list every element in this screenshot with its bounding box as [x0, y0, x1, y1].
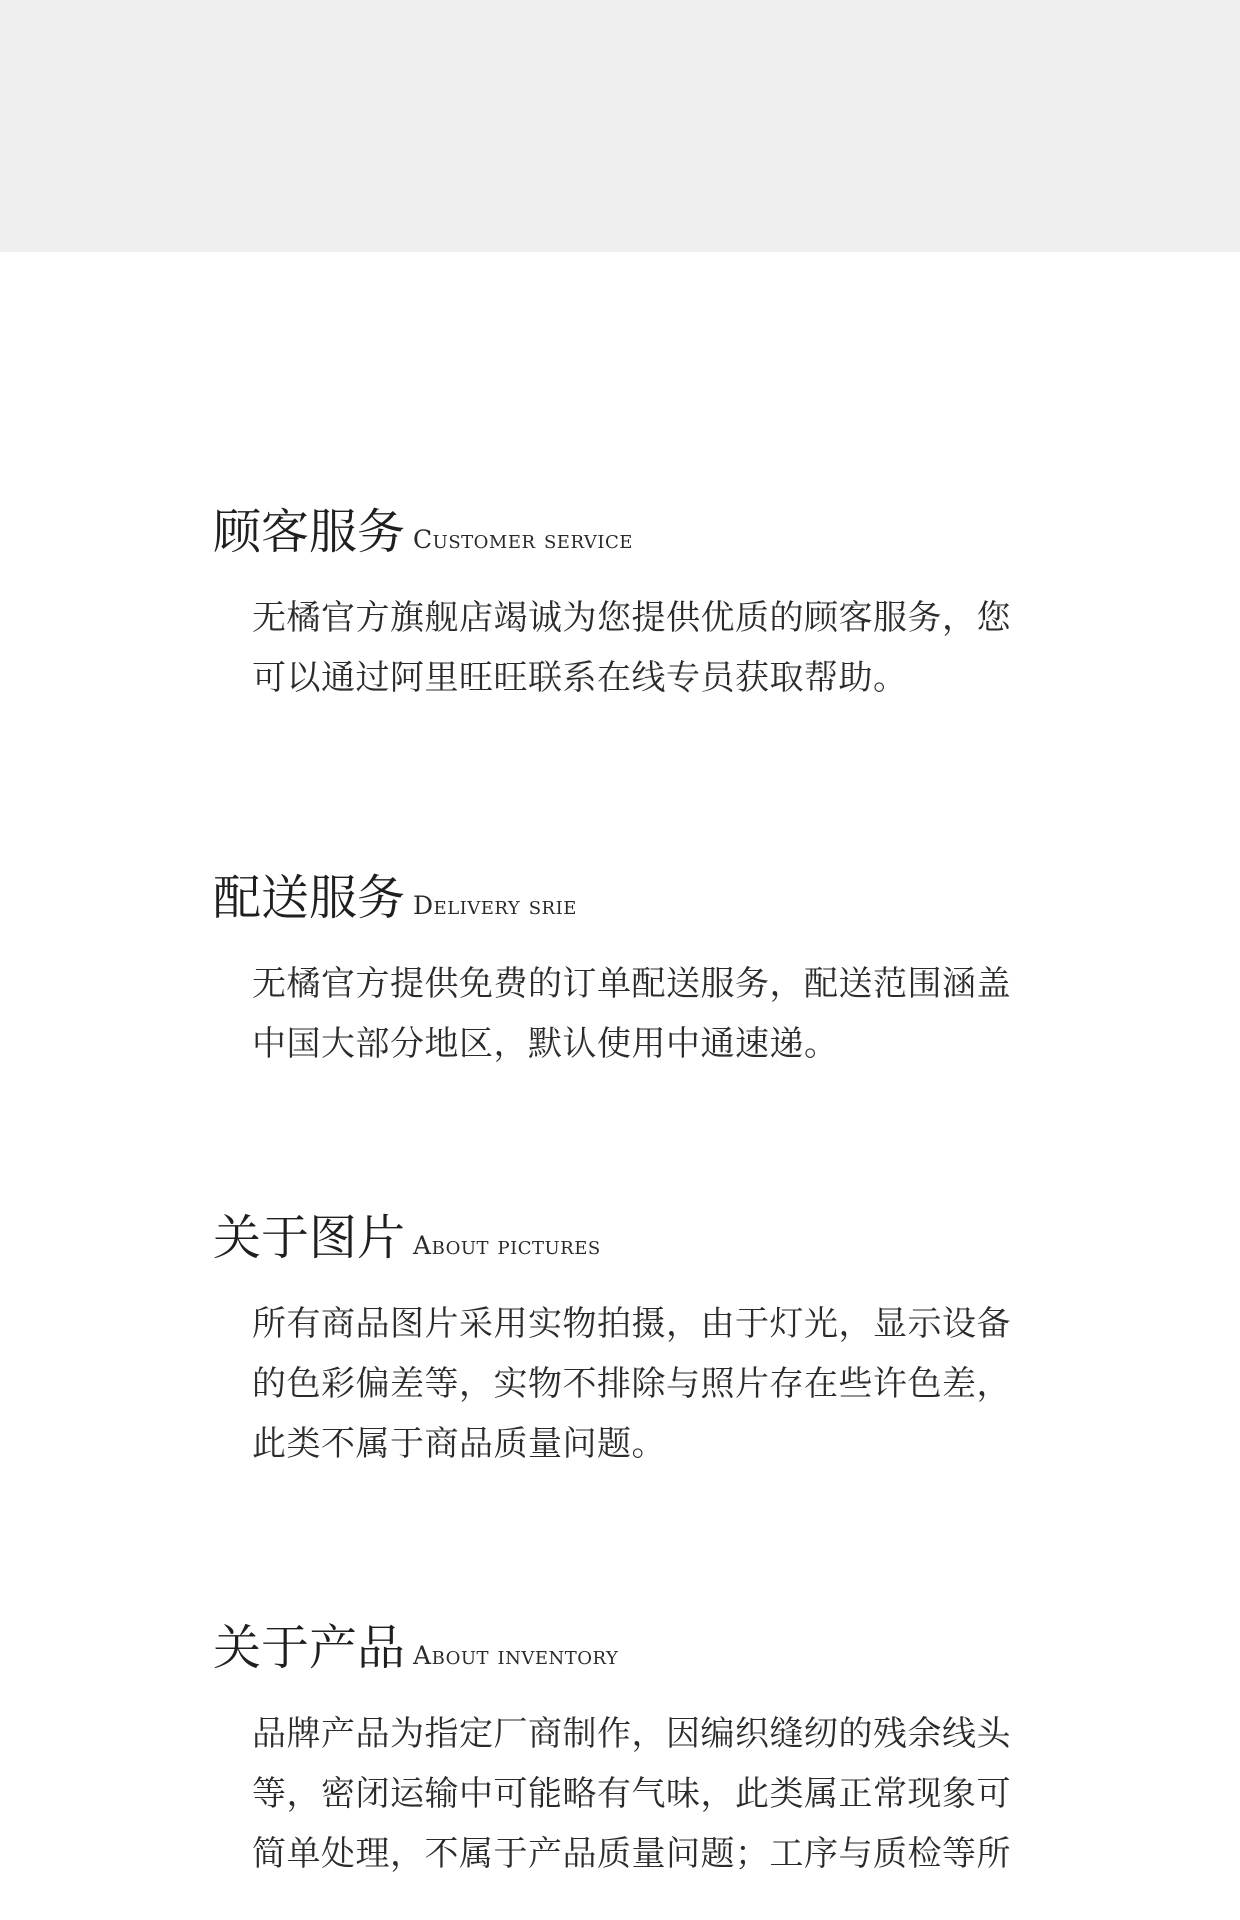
heading-english: Delivery srie — [413, 891, 577, 920]
section-heading — [213, 504, 633, 560]
section-heading — [213, 1210, 601, 1266]
heading-chinese: 配送服务 — [213, 870, 406, 926]
section-body: 所有商品图片采用实物拍摄，由于灯光，显示设备的色彩偏差等，实物不排除与照片存在些许色差，此类不属于商品质量问题。 — [252, 1304, 1011, 1464]
section-body: 品牌产品为指定厂商制作，因编织缝纫的残余线头等，密闭运输中可能略有气味，此类属正常现象可简单处理，不属于产品质量问题；工序与质检等所 — [252, 1714, 1011, 1874]
section-body: 无橘官方旗舰店竭诚为您提供优质的顾客服务，您可以通过阿里旺旺联系在线专员获取帮助。 — [252, 598, 1011, 698]
heading-chinese: 关于图片 — [213, 1210, 406, 1266]
info-content — [0, 252, 1240, 1920]
heading-english: About pictures — [413, 1231, 601, 1260]
heading-chinese: 关于产品 — [213, 1620, 406, 1676]
heading-chinese: 顾客服务 — [213, 504, 406, 560]
top-banner — [0, 0, 1240, 252]
section-body: 无橘官方提供免费的订单配送服务，配送范围涵盖中国大部分地区，默认使用中通速递。 — [252, 964, 1011, 1064]
section-heading — [213, 870, 577, 926]
section-heading — [213, 1620, 619, 1676]
heading-english: About inventory — [413, 1641, 619, 1670]
heading-english: Customer service — [413, 525, 633, 554]
